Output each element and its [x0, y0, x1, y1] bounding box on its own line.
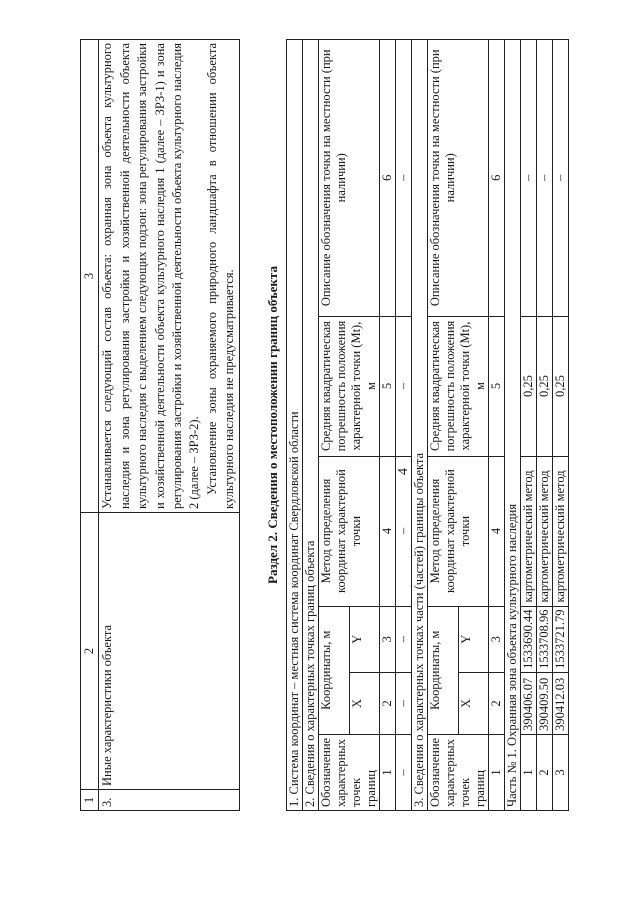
column-numbers-row	[380, 40, 396, 811]
dash-cell: –	[396, 734, 412, 810]
row-number: 3.	[99, 790, 239, 811]
error-value: 0,25	[521, 316, 537, 456]
table-header-row	[428, 40, 459, 811]
table-row	[553, 40, 569, 811]
page-number: 4	[396, 468, 411, 475]
error-value: 0,25	[553, 316, 569, 456]
subsection-row	[412, 40, 428, 811]
column-number: 3	[380, 606, 396, 672]
coord-system-text: 1. Система координат – местная система координат Свердловской области	[287, 40, 303, 811]
header-x: X	[349, 672, 380, 734]
error-value: 0,25	[537, 316, 553, 456]
header-coords: Координаты, м	[319, 606, 350, 734]
header-coords: Координаты, м	[428, 606, 459, 734]
column-numbers-row	[489, 40, 505, 811]
dash-cell: –	[396, 40, 412, 317]
column-number: 2	[489, 672, 505, 734]
method: картометрический метод	[537, 456, 553, 606]
row-label: Иные характеристики объекта	[99, 513, 239, 790]
column-number: 5	[489, 316, 505, 456]
coord-y: 1533708.96	[537, 606, 553, 672]
characteristics-table	[80, 39, 240, 811]
column-number: 4	[489, 456, 505, 606]
table-row	[99, 40, 239, 811]
coord-system-row	[287, 40, 303, 811]
subsection-title: 3. Сведения о характерных точках части (частей) границы объекта	[412, 40, 428, 811]
column-number: 1	[380, 734, 396, 810]
header-y: Y	[458, 606, 489, 672]
coord-x: 390412.03	[553, 672, 569, 734]
header-method: Метод определения координат характерной точки	[319, 456, 380, 606]
dash-cell: –	[396, 456, 412, 606]
coord-y: 1533721.79	[553, 606, 569, 672]
description-paragraph: Устанавливается следующий состав объекта: охранная зона объекта культурного наследия и зона регулирования застройки и хозяйственной деятельности объекта культурного наследия с выделением следующих подзон: зона регулирования застройки и хозяйственной деятельности объекта культурного наследия 1 (далее – ЗРЗ-1) и зона регулирования застройки и хозяйственной деятельности объекта культурного наследия 2 (далее – ЗРЗ-2).	[100, 43, 202, 509]
subsection-row	[303, 40, 319, 811]
column-number: 3	[489, 606, 505, 672]
header-point: Обозначение характерных точек границ	[428, 734, 489, 810]
column-number: 6	[380, 40, 396, 317]
part-row	[505, 40, 521, 811]
header-point: Обозначение характерных точек границ	[319, 734, 380, 810]
coord-x: 390406.07	[521, 672, 537, 734]
dash-cell: –	[396, 316, 412, 456]
boundary-points-table	[286, 39, 569, 811]
header-y: Y	[349, 606, 380, 672]
method: картометрический метод	[553, 456, 569, 606]
header-cell: 2	[81, 513, 99, 790]
header-error: Средняя квадратическая погрешность положения характерной точки (Mt), м	[319, 316, 380, 456]
column-number: 5	[380, 316, 396, 456]
table-header-row	[319, 40, 350, 811]
header-description: Описание обозначения точки на местности (при наличии)	[319, 40, 380, 317]
description: –	[553, 40, 569, 317]
method: картометрический метод	[521, 456, 537, 606]
section-title: Раздел 2. Сведения о местоположении границ объекта	[265, 266, 280, 584]
table-row	[521, 40, 537, 811]
header-error: Средняя квадратическая погрешность положения характерной точки (Mt), м	[428, 316, 489, 456]
column-number: 2	[380, 672, 396, 734]
coord-x: 390409.50	[537, 672, 553, 734]
header-method: Метод определения координат характерной точки	[428, 456, 489, 606]
row-description	[99, 40, 239, 513]
header-cell: 1	[81, 790, 99, 811]
dash-cell: –	[396, 606, 412, 672]
description-paragraph: Установление зоны охраняемого природного ландшафта в отношении объекта культурного наследия не предусматривается.	[204, 43, 237, 509]
table-header-row	[81, 40, 99, 811]
dash-cell: –	[396, 672, 412, 734]
point-number: 1	[521, 734, 537, 810]
coord-y: 1533690.44	[521, 606, 537, 672]
subsection-title: 2. Сведения о характерных точках границ объекта	[303, 40, 319, 811]
header-x: X	[458, 672, 489, 734]
table-row	[537, 40, 553, 811]
description: –	[521, 40, 537, 317]
part-title: Часть № 1. Охранная зона объекта культурного наследия	[505, 40, 521, 811]
point-number: 2	[537, 734, 553, 810]
dash-row	[396, 40, 412, 811]
point-number: 3	[553, 734, 569, 810]
column-number: 1	[489, 734, 505, 810]
description: –	[537, 40, 553, 317]
header-description: Описание обозначения точки на местности (при наличии)	[428, 40, 489, 317]
column-number: 6	[489, 40, 505, 317]
header-cell: 3	[81, 40, 99, 513]
column-number: 4	[380, 456, 396, 606]
